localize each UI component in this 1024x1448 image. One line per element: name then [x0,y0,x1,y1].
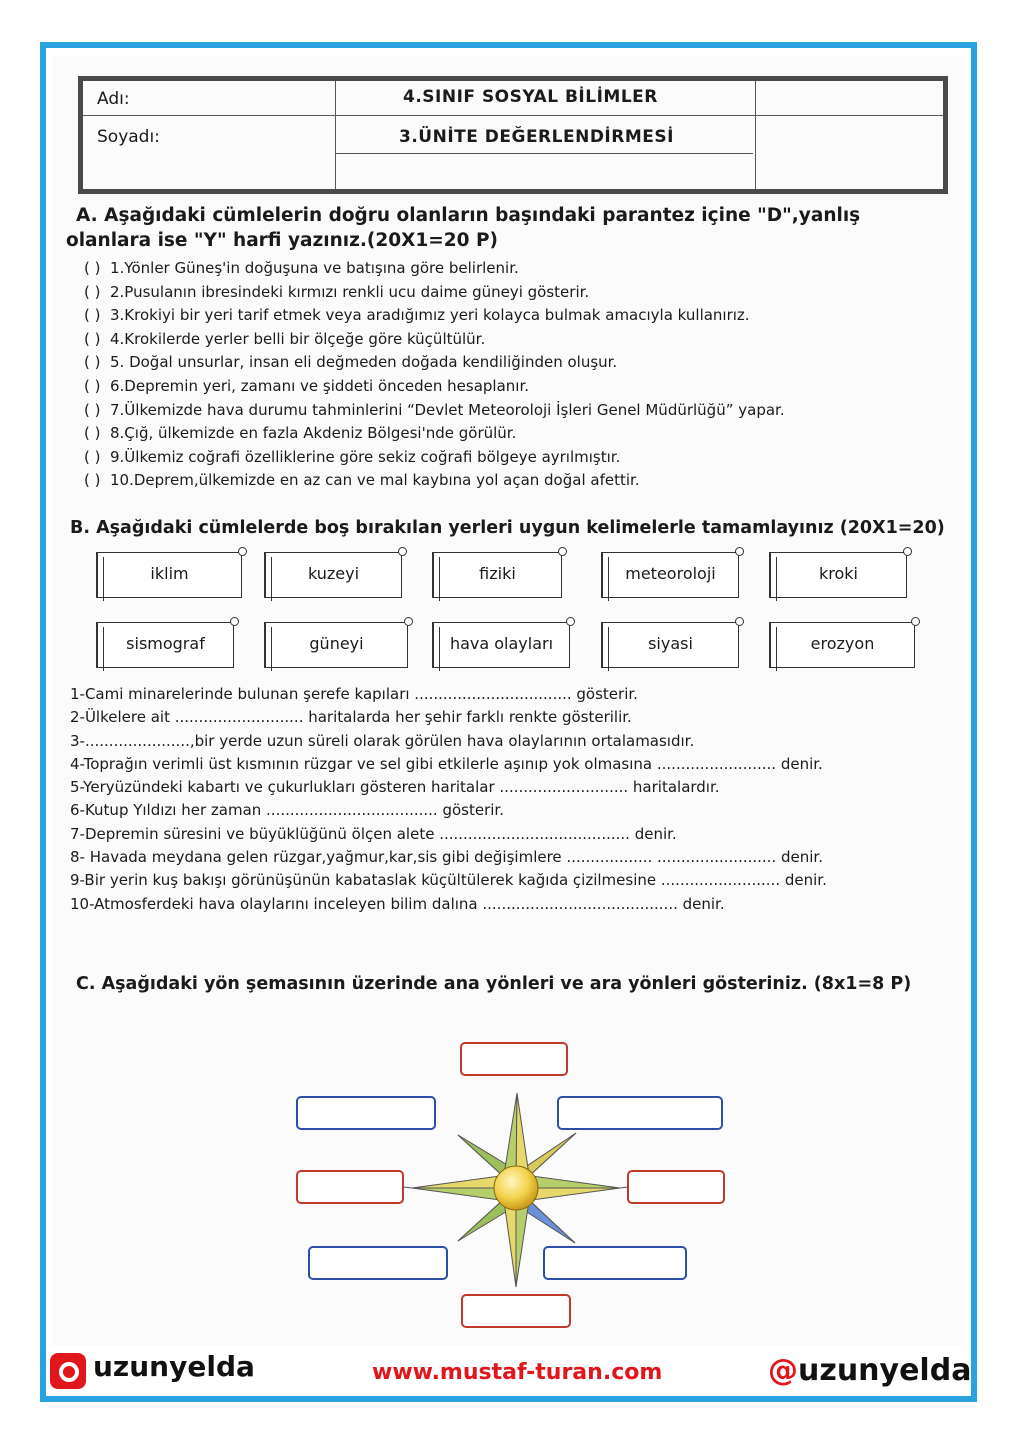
statement-text: 1.Yönler Güneş'in doğuşuna ve batışına göre belirlenir. [110,259,519,277]
word-box-iklim: iklim [96,552,242,598]
list-item [84,375,954,399]
right-handle-text: uzunyelda [798,1353,972,1388]
list-item [84,469,954,493]
section-b-title: B. Aşağıdaki cümlelerde boş bırakılan yerleri uygun kelimelerle tamamlayınız (20X1=20) [70,518,945,538]
connector-line [620,1187,628,1188]
list-item: 9-Bir yerin kuş bakışı görünüşünün kabataslak küçültülerek kağıda çizilmesine ......................... denir. [70,871,827,890]
word-box-fiziki: fiziki [432,552,562,598]
surname-label: Soyadı: [97,127,160,147]
answer-box-south[interactable] [462,1295,570,1327]
section-a-list [84,257,954,493]
statement-text: 8.Çığ, ülkemizde en fazla Akdeniz Bölgesi'nde görülür. [110,424,517,443]
answer-box-southeast[interactable] [544,1247,686,1279]
at-symbol: @ [768,1353,798,1388]
list-item: 7-Depremin süresini ve büyüklüğünü ölçen alete ........................................ denir. [70,824,677,843]
word-box-siyasi: siyasi [601,622,739,668]
answer-parenthesis[interactable]: ( ) [84,471,101,490]
answer-box-southwest[interactable] [309,1247,447,1279]
website-tld: com [611,1360,663,1385]
statement-text: 3.Krokiyi bir yeri tarif etmek veya aradığımız yeri kolayca bulmak amacıyla kullanırız. [110,306,750,325]
word-box-erozyon: erozyon [769,622,915,668]
list-item [84,328,954,352]
header-col-divider [335,81,336,189]
statement-text: 10.Deprem,ülkemizde en az can ve mal kaybına yol açan doğal afettir. [110,471,640,490]
answer-box-northwest[interactable] [297,1097,435,1129]
answer-parenthesis[interactable]: ( ) [84,424,101,443]
list-item [84,304,954,328]
header-row-divider [335,153,753,154]
footer-right-handle [768,1353,971,1388]
footer-website[interactable] [372,1360,662,1385]
name-label: Adı: [97,89,130,109]
section-b-list [70,683,950,916]
header-table [78,76,948,194]
answer-box-northeast[interactable] [558,1097,722,1129]
header-row-divider [83,115,943,116]
word-box-hava-olaylari: hava olayları [432,622,570,668]
answer-parenthesis[interactable]: ( ) [84,376,101,395]
answer-box-north[interactable] [461,1043,567,1075]
list-item: 10-Atmosferdeki hava olaylarını inceleyen bilim dalına ......................................... denir. [70,894,725,913]
course-title: 4.SINIF SOSYAL BİLİMLER [403,87,658,107]
answer-box-east[interactable] [628,1171,724,1203]
compass-center-sun [494,1166,538,1210]
unit-title: 3.ÜNİTE DEĞERLENDİRMESİ [399,127,674,147]
header-col-divider [755,81,756,189]
connector-line [403,1187,412,1188]
list-item: 1-Cami minarelerinde bulunan şerefe kapıları ................................. gösterir. [70,685,638,703]
list-item [84,446,954,470]
compass-diagram [290,1035,740,1335]
website-main: www.mustaf-turan. [372,1360,612,1385]
word-box-kroki: kroki [769,552,907,598]
answer-box-west[interactable] [297,1171,403,1203]
list-item [84,399,954,423]
answer-parenthesis[interactable]: ( ) [84,400,101,419]
word-box-meteoroloji: meteoroloji [601,552,739,598]
list-item: 4-Toprağın verimli üst kısmının rüzgar ve sel gibi etkilerle aşınıp yok olmasına ......................... denir. [70,754,823,773]
list-item [84,281,954,305]
list-item [84,257,954,281]
statement-text: 4.Krokilerde yerler belli bir ölçeğe göre küçültülür. [110,329,486,348]
statement-text: 5. Doğal unsurlar, insan eli değmeden doğada kendiliğinden oluşur. [110,353,618,372]
answer-parenthesis[interactable]: ( ) [84,329,101,348]
list-item [84,422,954,446]
section-c-title: C. Aşağıdaki yön şemasının üzerinde ana yönleri ve ara yönleri gösteriniz. (8x1=8 P) [76,974,912,994]
section-a-title-line2: olanlara ise "Y" harfi yazınız.(20X1=20 P) [66,230,498,251]
list-item: 3-......................,bir yerde uzun süreli olarak görülen hava olaylarının ortalamasıdır. [70,731,695,750]
word-box-guneyi: güneyi [264,622,408,668]
answer-parenthesis[interactable]: ( ) [84,282,101,301]
statement-text: 6.Depremin yeri, zamanı ve şiddeti önceden hesaplanır. [110,376,530,395]
statement-text: 9.Ülkemiz coğrafi özelliklerine göre sekiz coğrafi bölgeye ayrılmıştır. [110,447,621,466]
list-item [84,351,954,375]
list-item: 6-Kutup Yıldızı her zaman .................................... gösterir. [70,801,504,820]
footer-left-handle: uzunyelda [93,1350,255,1383]
list-item: 5-Yeryüzündeki kabartı ve çukurlukları gösteren haritalar ........................... haritalardır. [70,778,720,797]
word-box-sismograf: sismograf [96,622,234,668]
list-item: 8- Havada meydana gelen rüzgar,yağmur,kar,sis gibi değişimlere .................. ......................... denir. [70,848,823,867]
answer-parenthesis[interactable]: ( ) [84,306,101,325]
statement-text: 7.Ülkemizde hava durumu tahminlerini “Devlet Meteoroloji İşleri Genel Müdürlüğü” yapar. [110,400,785,419]
list-item: 2-Ülkelere ait ........................... haritalarda her şehir farklı renkte gösterilir. [70,708,632,727]
answer-parenthesis[interactable]: ( ) [84,447,101,466]
word-box-kuzeyi: kuzeyi [264,552,402,598]
instagram-icon [50,1353,86,1389]
section-a-title-line1: A. Aşağıdaki cümlelerin doğru olanların başındaki parantez içine "D",yanlış [76,205,861,226]
answer-parenthesis[interactable]: ( ) [84,353,101,372]
statement-text: 2.Pusulanın ibresindeki kırmızı renkli ucu daime güneyi gösterir. [110,282,590,301]
answer-parenthesis[interactable]: ( ) [84,259,101,277]
